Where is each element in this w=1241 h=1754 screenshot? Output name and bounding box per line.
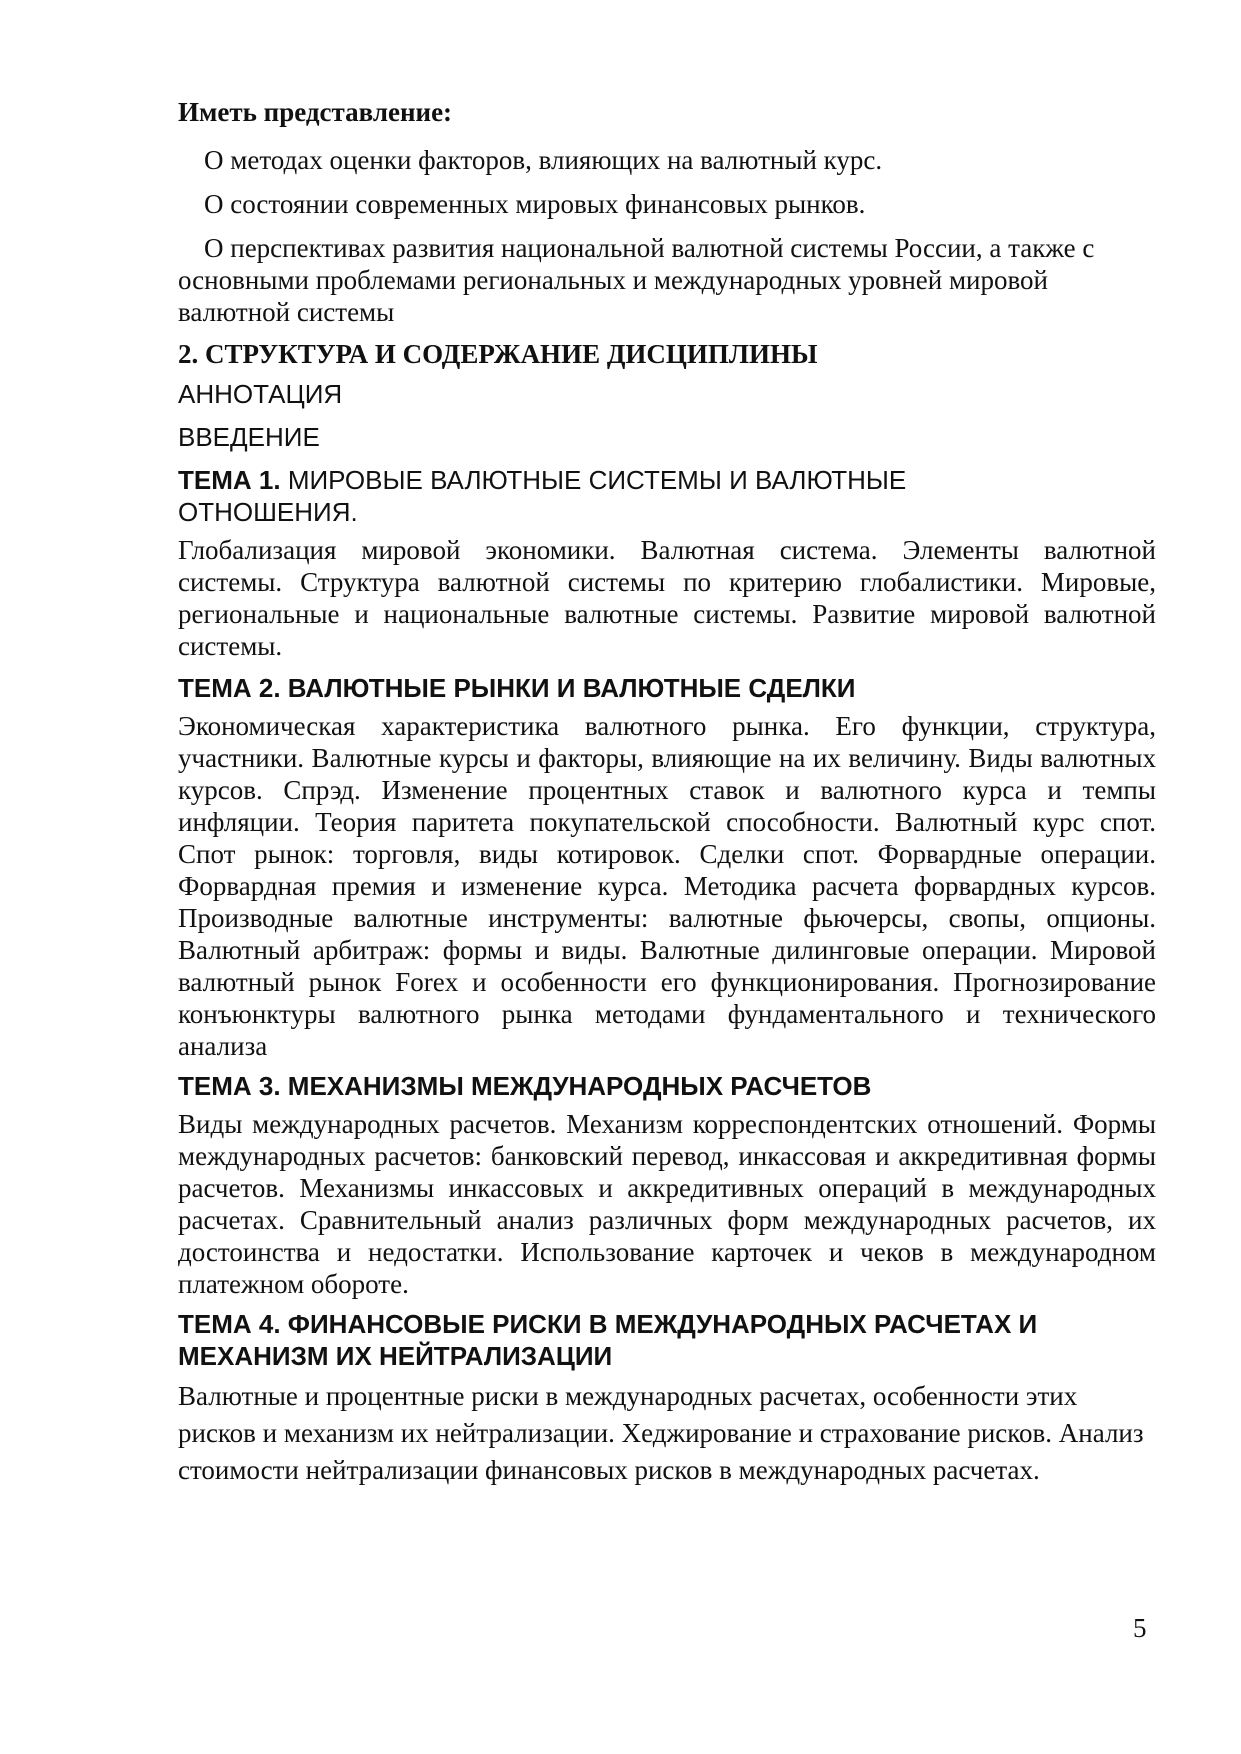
intro-item-methods: О методах оценки факторов, влияющих на валютный курс.: [204, 145, 883, 175]
intro-title: Иметь представление:: [178, 97, 453, 127]
topic-1-title: МИРОВЫЕ ВАЛЮТНЫЕ СИСТЕМЫ И ВАЛЮТНЫЕ ОТНОШЕНИЯ.: [178, 465, 907, 527]
introduction-heading: ВВЕДЕНИЕ: [178, 422, 320, 452]
annotation-heading: АННОТАЦИЯ: [178, 379, 343, 409]
page-number: 5: [1133, 1613, 1147, 1643]
topic-1-heading: [178, 464, 1038, 528]
page-content: [178, 96, 1156, 1489]
topic-1-body: Глобализация мировой экономики. Валютная система. Элементы валютной системы. Структура валютной системы по критерию глобалистики. Мировые, региональные и национальные валютные системы. Развитие мировой валютной системы.: [178, 535, 1156, 661]
topic-3-body: Виды международных расчетов. Механизм корреспондентских отношений. Формы международных расчетов: банковский перевод, инкассовая и аккредитивная формы расчетов. Механизмы инкассовых и аккредитивных операций в международных расчетах. Сравнительный анализ различных форм международных расчетов, их достоинства и недостатки. Использование карточек и чеков в международном платежном обороте.: [178, 1109, 1156, 1299]
section-title: 2. СТРУКТУРА И СОДЕРЖАНИЕ ДИСЦИПЛИНЫ: [178, 339, 818, 369]
intro-item-prospects: О перспективах развития национальной валютной системы России, а также с основными проблемами региональных и международных уровней мировой валютной системы: [178, 233, 1095, 327]
topic-4-body: Валютные и процентные риски в международных расчетах, особенности этих рисков и механизм их нейтрализации. Хеджирование и страхование рисков. Анализ стоимости нейтрализации финансовых рисков в международных расчетах.: [178, 1381, 1144, 1485]
topic-2-body: Экономическая характеристика валютного рынка. Его функции, структура, участники. Валютные курсы и факторы, влияющие на их величину. Виды валютных курсов. Спрэд. Изменение процентных ставок и валютного курса и темпы инфляции. Теория паритета покупательской способности. Валютный курс спот. Спот рынок: торговля, виды котировок. Сделки спот. Форвардные операции. Форвардная премия и изменение курса. Методика расчета форвардных курсов. Производные валютные инструменты: валютные фьючерсы, свопы, опционы. Валютный арбитраж: формы и виды. Валютные дилинговые операции. Мировой валютный рынок Forex и особенности его функционирования. Прогнозирование конъюнктуры валютного рынка методами фундаментального и технического анализа: [178, 711, 1156, 1061]
intro-item-markets: О состоянии современных мировых финансовых рынков.: [204, 189, 866, 219]
topic-3-title: ТЕМА 3. МЕХАНИЗМЫ МЕЖДУНАРОДНЫХ РАСЧЕТОВ: [178, 1071, 872, 1101]
topic-2-title: ТЕМА 2. ВАЛЮТНЫЕ РЫНКИ И ВАЛЮТНЫЕ СДЕЛКИ: [178, 673, 856, 703]
topic-4-title: ТЕМА 4. ФИНАНСОВЫЕ РИСКИ В МЕЖДУНАРОДНЫХ РАСЧЕТАХ И МЕХАНИЗМ ИХ НЕЙТРАЛИЗАЦИИ: [178, 1309, 1038, 1371]
topic-1-label: ТЕМА 1.: [178, 465, 281, 495]
